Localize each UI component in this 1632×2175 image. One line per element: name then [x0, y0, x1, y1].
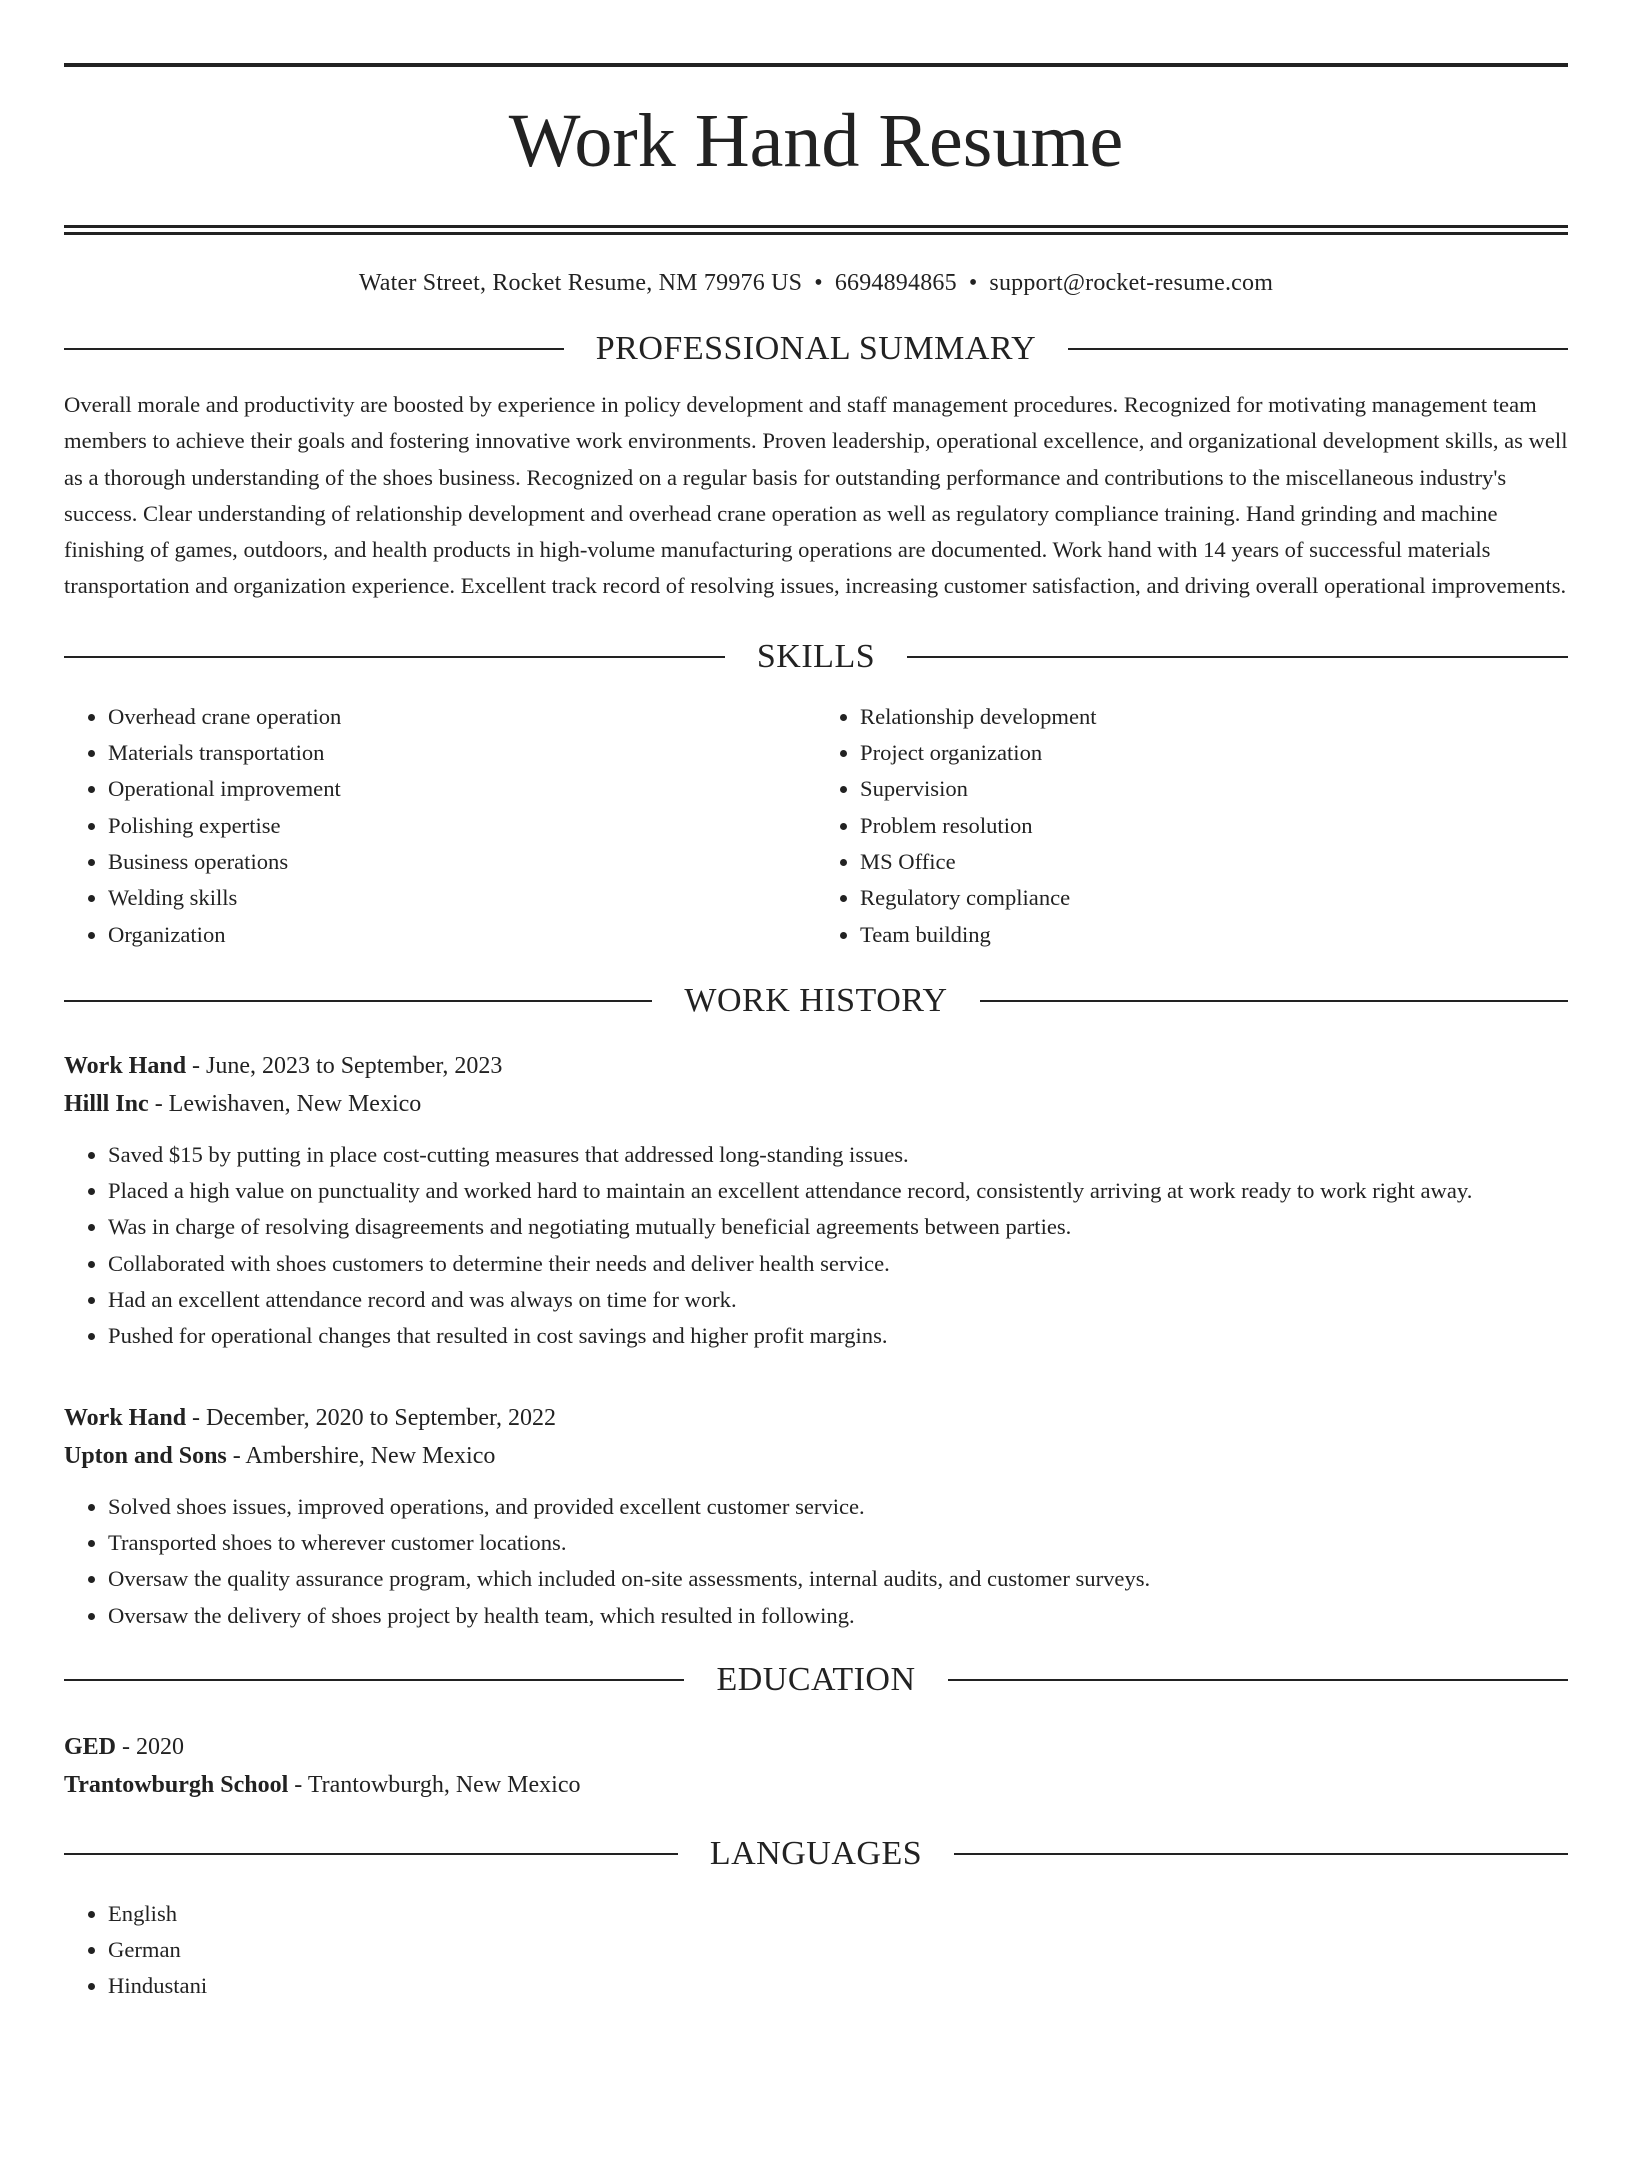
skill-item: • Polishing expertise: [108, 808, 816, 844]
languages-list: [64, 1896, 1568, 2005]
job-role: Work Hand: [64, 1052, 187, 1079]
education-entry: [64, 1728, 1568, 1804]
contact-separator: •: [814, 270, 823, 296]
resume-page: [0, 63, 1632, 2175]
job-bullets: [64, 1489, 1568, 1634]
job-bullet: • Pushed for operational changes that resulted in cost savings and higher profit margins.: [108, 1318, 1568, 1354]
job-company-line: [64, 1437, 1568, 1475]
section-rule: [64, 1000, 652, 1002]
skill-item: • Welding skills: [108, 880, 816, 916]
job-title-line: [64, 1047, 1568, 1085]
section-title-education: EDUCATION: [716, 1660, 916, 1698]
job-company: Hilll Inc: [64, 1090, 149, 1117]
contact-address: Water Street, Rocket Resume, NM 79976 US: [358, 270, 803, 296]
job-bullet: • Solved shoes issues, improved operations, and provided excellent customer service.: [108, 1489, 1568, 1525]
section-rule: [64, 1853, 678, 1855]
education-year: - 2020: [116, 1733, 185, 1760]
skills-column-left: [64, 699, 816, 953]
skills-column-right: [816, 699, 1568, 953]
skill-item: • Business operations: [108, 844, 816, 880]
section-title-skills: SKILLS: [756, 637, 876, 675]
section-title-work-history: WORK HISTORY: [684, 981, 948, 1019]
job-entry: [64, 1047, 1568, 1355]
job-location: - Lewishaven, New Mexico: [148, 1090, 422, 1117]
job-title-line: [64, 1399, 1568, 1437]
top-rule: [64, 63, 1568, 67]
skill-item: • Supervision: [860, 771, 1568, 807]
contact-email: support@rocket-resume.com: [989, 270, 1274, 296]
summary-text: Overall morale and productivity are boosted by experience in policy development and staff management procedures. Recognized for motivating management team members to achieve their goals and fostering innovative work environments. Proven leadership, operational excellence, and organizational development skills, as well as a thorough understanding of the shoes business. Recognized on a regular basis for outstanding performance and contributions to the miscellaneous industry's success. Clear understanding of relationship development and overhead crane operation as well as regulatory compliance training. Hand grinding and machine finishing of games, outdoors, and health products in high-volume manufacturing operations are documented. Work hand with 14 years of successful materials transportation and organization experience. Excellent track record of resolving issues, increasing customer satisfaction, and driving overall operational improvements.: [64, 392, 1568, 599]
section-header-work-history: [64, 979, 1568, 1023]
education-location: - Trantowburgh, New Mexico: [288, 1771, 581, 1798]
job-dates: - December, 2020 to September, 2022: [186, 1404, 557, 1431]
job-company-line: [64, 1085, 1568, 1123]
language-item: • German: [108, 1932, 1568, 1968]
section-header-education: [64, 1658, 1568, 1702]
section-header-summary: [64, 327, 1568, 371]
job-company: Upton and Sons: [64, 1442, 227, 1469]
contact-separator: •: [968, 270, 978, 296]
skill-item: • Overhead crane operation: [108, 699, 816, 735]
language-item: • Hindustani: [108, 1968, 1568, 2004]
section-rule: [948, 1679, 1568, 1681]
section-rule: [1068, 348, 1568, 350]
job-bullet: • Placed a high value on punctuality and worked hard to maintain an excellent attendance record, consistently arriving at work ready to work right away.: [108, 1173, 1568, 1209]
job-role: Work Hand: [64, 1404, 187, 1431]
job-bullet: • Had an excellent attendance record and was always on time for work.: [108, 1282, 1568, 1318]
section-rule: [907, 656, 1568, 658]
skill-item: • Organization: [108, 917, 816, 953]
section-rule: [980, 1000, 1568, 1002]
section-header-languages: [64, 1832, 1568, 1876]
skill-item: • MS Office: [860, 844, 1568, 880]
job-location: - Ambershire, New Mexico: [226, 1442, 496, 1469]
education-school-line: [64, 1766, 1568, 1804]
job-bullet: • Oversaw the quality assurance program, which included on-site assessments, internal audits, and customer surveys.: [108, 1561, 1568, 1597]
skill-item: • Problem resolution: [860, 808, 1568, 844]
language-item: • English: [108, 1896, 1568, 1932]
education-school: Trantowburgh School: [64, 1771, 289, 1798]
section-title-summary: PROFESSIONAL SUMMARY: [595, 330, 1037, 367]
job-bullet: • Collaborated with shoes customers to determine their needs and deliver health service.: [108, 1246, 1568, 1282]
job-bullet: • Transported shoes to wherever customer locations.: [108, 1525, 1568, 1561]
section-rule: [64, 1679, 684, 1681]
resume-title: Work Hand Resume: [508, 99, 1124, 183]
section-header-skills: [64, 635, 1568, 679]
job-bullet: • Saved $15 by putting in place cost-cutting measures that addressed long-standing issues.: [108, 1137, 1568, 1173]
contact-phone: 6694894865: [834, 270, 957, 296]
contact-line: [64, 267, 1568, 299]
job-bullet: • Was in charge of resolving disagreements and negotiating mutually beneficial agreements between parties.: [108, 1209, 1568, 1245]
skill-item: • Project organization: [860, 735, 1568, 771]
job-entry: [64, 1399, 1568, 1634]
education-degree-line: [64, 1728, 1568, 1766]
skill-item: • Team building: [860, 917, 1568, 953]
section-rule: [64, 348, 564, 350]
job-bullets: [64, 1137, 1568, 1355]
title-double-rule: [64, 225, 1568, 235]
job-bullet: • Oversaw the delivery of shoes project by health team, which resulted in following.: [108, 1598, 1568, 1634]
section-title-languages: LANGUAGES: [709, 1834, 923, 1872]
skill-item: • Operational improvement: [108, 771, 816, 807]
section-rule: [64, 656, 725, 658]
skill-item: • Regulatory compliance: [860, 880, 1568, 916]
education-degree: GED: [64, 1733, 117, 1760]
job-dates: - June, 2023 to September, 2023: [186, 1052, 503, 1079]
skill-item: • Materials transportation: [108, 735, 816, 771]
skill-item: • Relationship development: [860, 699, 1568, 735]
section-rule: [954, 1853, 1568, 1855]
skills-list: [64, 699, 1568, 953]
